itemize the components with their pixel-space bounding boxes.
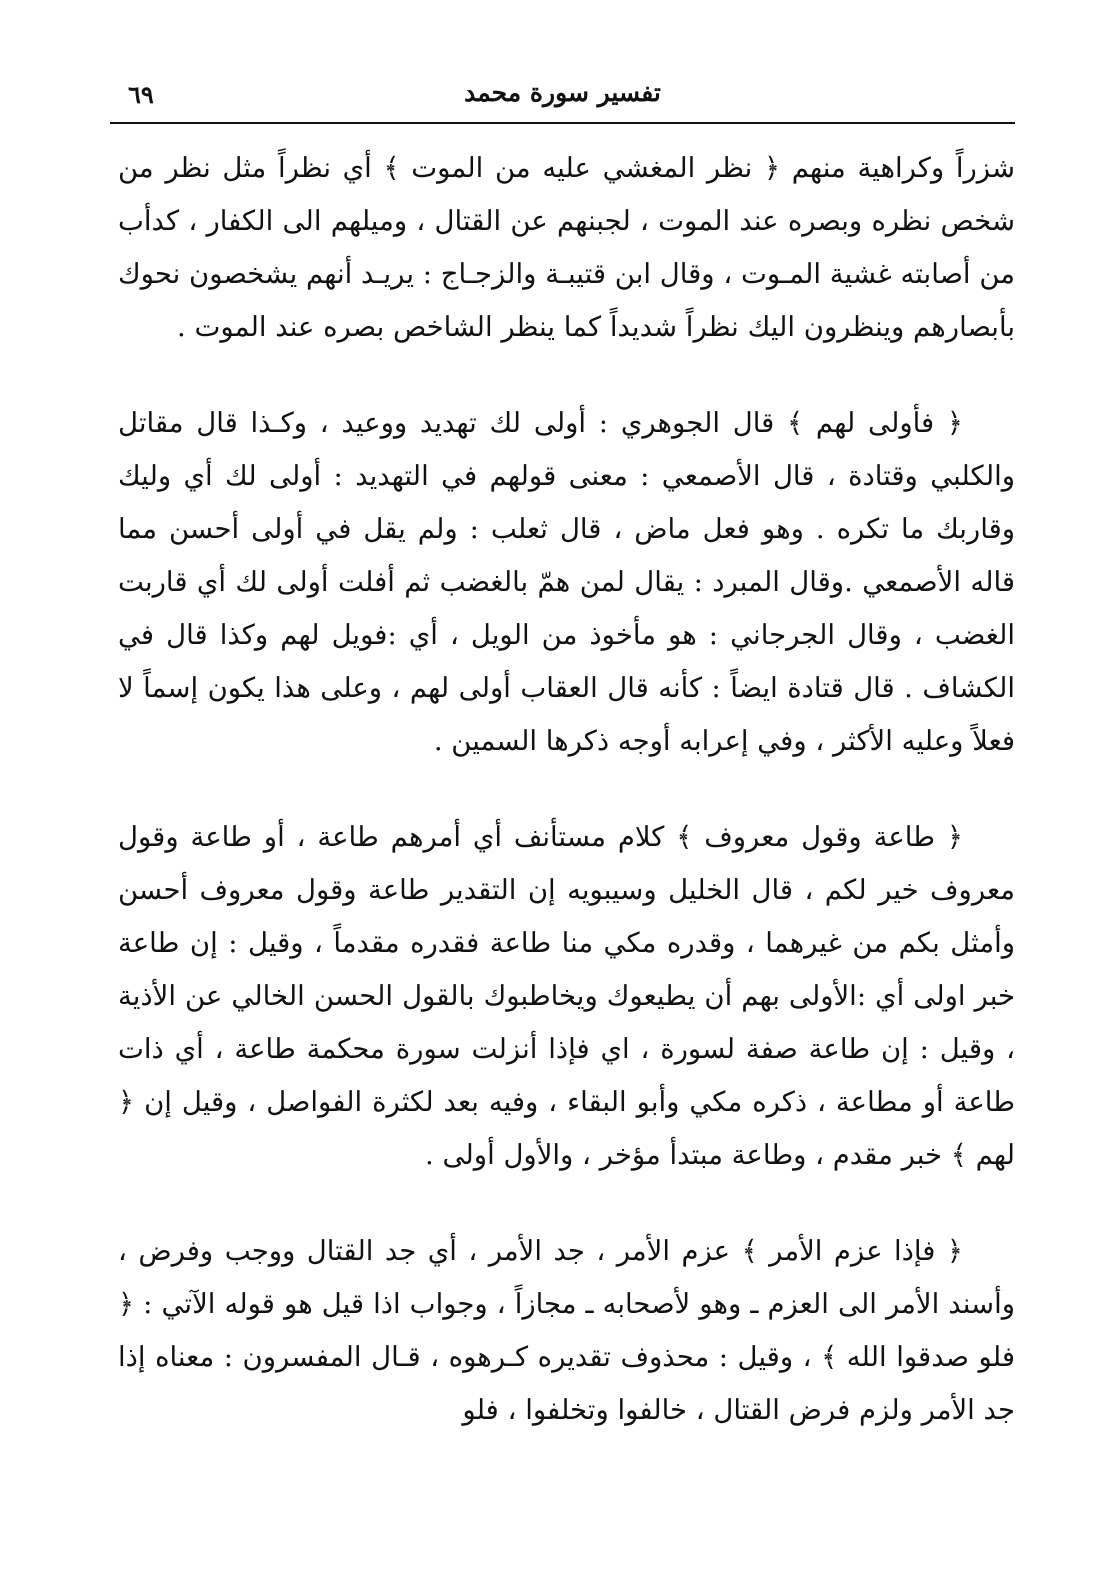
page-number: ٦٩ (128, 80, 154, 109)
paragraph-1: شزراً وكراهية منهم ﴿ نظر المغشي عليه من الموت ﴾ أي نظراً مثل نظر من شخص نظره وبصره عند الموت ، لجبنهم عن القتال ، وميلهم الى الكفار ، كدأب من أصابته غشية المـوت ، وقال ابن قتيبـة والزجـاج : يريـد أنهم يشخصون نحوك بأبصارهم وينظرون اليك نظراً شديداً كما ينظر الشاخص بصره عند الموت . (118, 152, 1015, 343)
body-text (118, 142, 1015, 1437)
paragraph-3: ﴿ طاعة وقول معروف ﴾ كلام مستأنف أي أمرهم طاعة ، أو طاعة وقول معروف خير لكم ، قال الخليل وسيبويه إن التقدير طاعة وقول معروف أحسن وأمثل بكم من غيرهما ، وقدره مكي منا طاعة فقدره مقدماً ، وقيل : إن طاعة خبر اولى أي :الأولى بهم أن يطيعوك ويخاطبوك بالقول الحسن الخالي عن الأذية ، وقيل : إن طاعة صفة لسورة ، اي فإذا أنزلت سورة محكمة طاعة ، أي ذات طاعة أو مطاعة ، ذكره مكي وأبو البقاء ، وفيه بعد لكثرة الفواصل ، وقيل إن ﴿ لهم ﴾ خبر مقدم ، وطاعة مبتدأ مؤخر ، والأول أولى . (118, 821, 1015, 1171)
paragraph-4: ﴿ فإذا عزم الأمر ﴾ عزم الأمر ، جد الأمر ، أي جد القتال ووجب وفرض ، وأسند الأمر الى العزم ـ وهو لأصحابه ـ مجازاً ، وجواب اذا قيل هو قوله الآتي : ﴿ فلو صدقوا الله ﴾ ، وقيل : محذوف تقديره كـرهوه ، قـال المفسرون : معناه إذا جد الأمر ولزم فرض القتال ، خالفوا وتخلفوا ، فلو (118, 1235, 1015, 1426)
running-title: تفسير سورة محمد (464, 78, 661, 107)
paragraph-2: ﴿ فأولى لهم ﴾ قال الجوهري : أولى لك تهديد ووعيد ، وكـذا قال مقاتل والكلبي وقتادة ، قال الأصمعي : معنى قولهم في التهديد : أولى لك أي وليك وقاربك ما تكره . وهو فعل ماض ، قال ثعلب : ولم يقل في أولى أحسن مما قاله الأصمعي .وقال المبرد : يقال لمن همّ بالغضب ثم أفلت أولى لك أي قاربت الغضب ، وقال الجرجاني : هو مأخوذ من الويل ، أي :فويل لهم وكذا قال في الكشاف . قال قتادة ايضاً : كأنه قال العقاب أولى لهم ، وعلى هذا يكون إسماً لا فعلاً وعليه الأكثر ، وفي إعرابه أوجه ذكرها السمين . (118, 407, 1015, 757)
page-header (110, 72, 1015, 124)
